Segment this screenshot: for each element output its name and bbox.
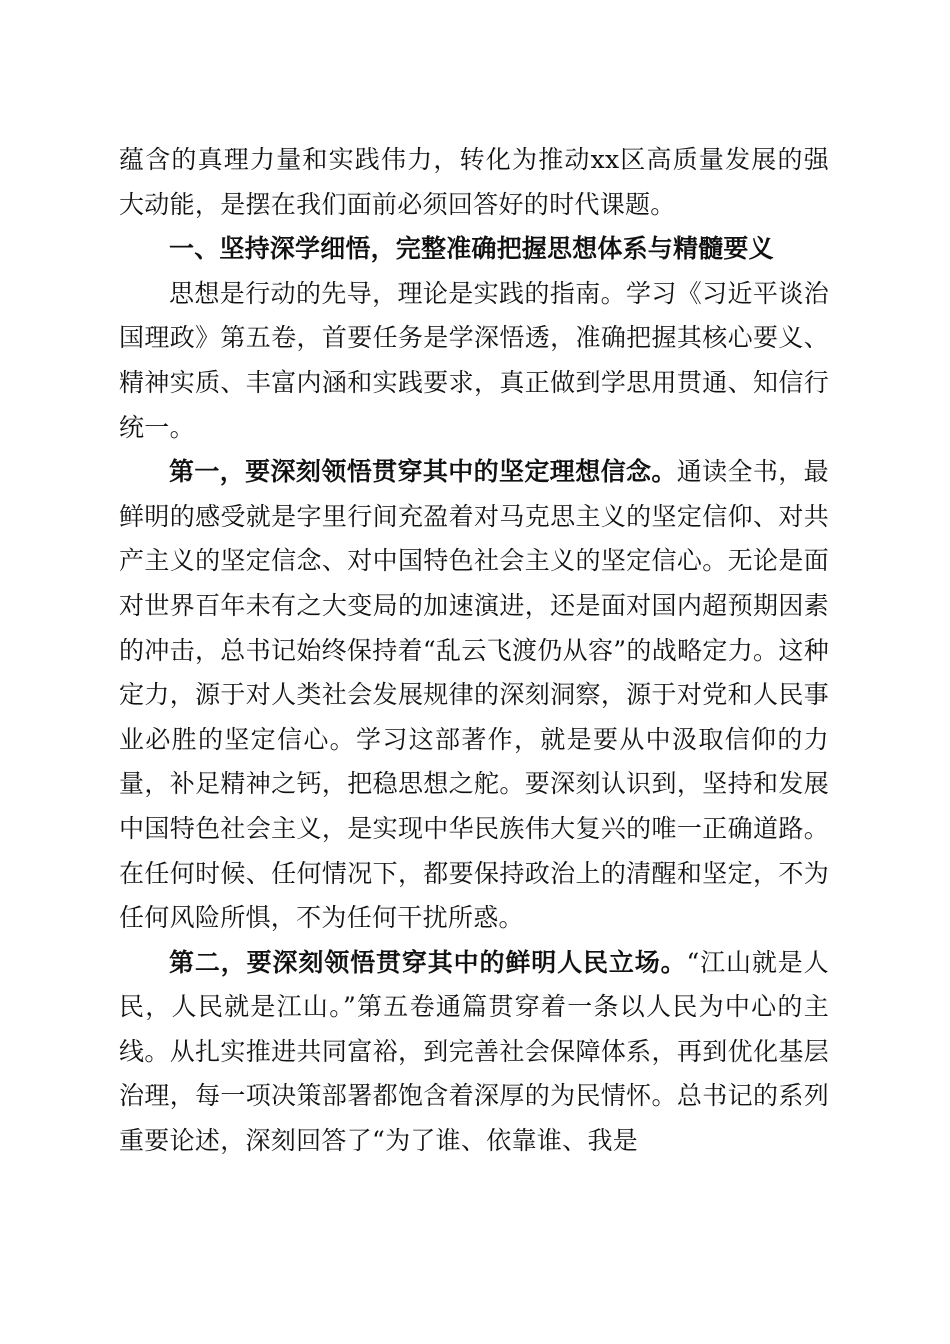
paragraph-lead-sentence: 第二，要深刻领悟贯穿其中的鲜明人民立场。 xyxy=(169,947,687,977)
paragraph-lead-sentence: 第一，要深刻领悟贯穿其中的坚定理想信念。 xyxy=(169,457,677,487)
section-heading: 一、坚持深学细悟，完整准确把握思想体系与精髓要义 xyxy=(169,234,774,264)
paragraph-body-text: 通读全书，最鲜明的感受就是字里行间充盈着对马克思主义的坚定信仰、对共产主义的坚定信念、对中国特色社会主义的坚定信心。无论是面对世界百年未有之大变局的加速演进，还是面对国内超预期因素的冲击，总书记始终保持着“乱云飞渡仍从容”的战略定力。这种定力，源于对人类社会发展规律的深刻洞察，源于对党和人民事业必胜的坚定信心。学习这部著作，就是要从中汲取信仰的力量，补足精神之钙，把稳思想之舵。要深刻认识到，坚持和发展中国特色社会主义，是实现中华民族伟大复兴的唯一正确道路。在任何时候、任何情况下，都要保持政治上的清醒和坚定，不为任何风险所惧，不为任何干扰所惑。 xyxy=(119,457,829,933)
paragraph-first-point xyxy=(119,450,829,941)
paragraph-intro: 思想是行动的先导，理论是实践的指南。学习《习近平谈治国理政》第五卷，首要任务是学深悟透，准确把握其核心要义、精神实质、丰富内涵和实践要求，真正做到学思用贯通、知信行统一。 xyxy=(119,278,829,442)
paragraph-continuation: 蕴含的真理力量和实践伟力，转化为推动xx区高质量发展的强大动能，是摆在我们面前必须回答好的时代课题。 xyxy=(119,145,829,219)
document-body xyxy=(119,138,829,1164)
paragraph-second-point xyxy=(119,941,829,1164)
paragraph-body-text: “江山就是人民，人民就是江山。”第五卷通篇贯穿着一条以人民为中心的主线。从扎实推进共同富裕，到完善社会保障体系，再到优化基层治理，每一项决策部署都饱含着深厚的为民情怀。总书记的系列重要论述，深刻回答了“为了谁、依靠谁、我是 xyxy=(119,947,829,1156)
